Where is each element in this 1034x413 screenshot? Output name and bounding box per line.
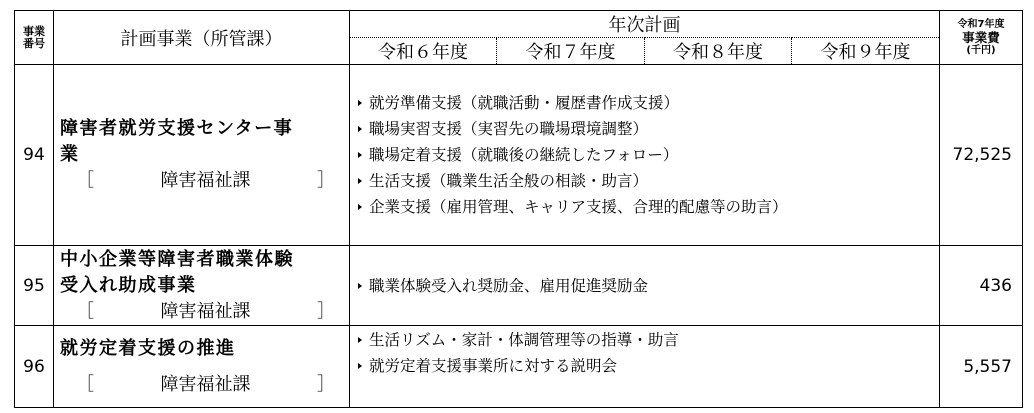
bracket-close: ］ xyxy=(317,300,335,322)
department-name: 障害福祉課 xyxy=(160,373,251,395)
header-annual-plan: 年次計画 xyxy=(350,11,940,38)
bracket-open: ［ xyxy=(76,170,94,191)
project-name-line: 障害者就労支援センター事 xyxy=(60,118,294,139)
header-project-number xyxy=(15,11,54,65)
bullet-icon xyxy=(358,178,362,184)
bullet-icon xyxy=(358,126,362,132)
bracket-open: ［ xyxy=(76,373,94,395)
header-year-r9: 令和９年度 xyxy=(792,38,940,65)
header-project-name: 計画事業（所管課） xyxy=(54,11,350,65)
project-name-cell xyxy=(54,65,350,246)
project-plan-table xyxy=(14,10,1023,408)
project-cost: 436 xyxy=(940,246,1023,326)
plan-item xyxy=(358,116,939,142)
department xyxy=(60,372,349,398)
bullet-icon xyxy=(358,152,362,158)
project-name-line: 業 xyxy=(60,144,80,165)
department-name: 障害福祉課 xyxy=(160,300,251,322)
bracket-close: ］ xyxy=(317,373,335,395)
project-name-cell xyxy=(54,246,350,326)
table-row xyxy=(15,65,1023,246)
annual-plan-cell xyxy=(350,326,940,408)
department-name: 障害福祉課 xyxy=(160,170,251,191)
annual-plan-cell xyxy=(350,65,940,246)
project-cost: 5,557 xyxy=(963,356,1012,377)
department xyxy=(60,299,349,325)
project-number: 96 xyxy=(15,326,54,408)
plan-item xyxy=(358,353,939,379)
plan-item xyxy=(358,194,939,220)
department xyxy=(60,168,349,194)
plan-item-text: 企業支援（雇用管理、キャリア支援、合理的配慮等の助言） xyxy=(369,198,788,216)
plan-item-text: 就労準備支援（就職活動・履歴書作成支援） xyxy=(369,94,680,112)
plan-item-text: 職業体験受入れ奨励金、雇用促進奨励金 xyxy=(369,276,649,295)
bullet-icon xyxy=(358,283,362,289)
header-project-cost xyxy=(940,11,1023,65)
header-cost-label-3: (千円) xyxy=(966,45,996,56)
annual-plan-cell xyxy=(350,246,940,326)
plan-item xyxy=(358,273,939,299)
bullet-icon xyxy=(358,204,362,210)
project-name-line: 中小企業等障害者職業体験 xyxy=(60,248,294,270)
header-cost-label-2: 事業費 xyxy=(962,30,1000,45)
header-year-r7: 令和７年度 xyxy=(497,38,645,65)
bracket-open: ［ xyxy=(76,300,94,322)
project-name-cell xyxy=(54,326,350,408)
project-number: 95 xyxy=(15,246,54,326)
plan-item xyxy=(358,168,939,194)
project-number: 94 xyxy=(15,65,54,246)
table-row xyxy=(15,326,1023,408)
project-cost: 72,525 xyxy=(940,65,1023,246)
header-year-r8: 令和８年度 xyxy=(645,38,792,65)
header-cost-label-1: 令和7年度 xyxy=(957,19,1005,30)
header-number-label-2: 番号 xyxy=(23,36,45,50)
plan-item-text: 就労定着支援事業所に対する説明会 xyxy=(369,357,618,375)
plan-item-text: 職場実習支援（実習先の職場環境調整） xyxy=(369,120,649,138)
bullet-icon xyxy=(358,337,362,343)
plan-item-text: 生活リズム・家計・体調管理等の指導・助言 xyxy=(369,331,679,349)
plan-item xyxy=(358,327,939,353)
bracket-close: ］ xyxy=(317,170,335,191)
project-name-line: 就労定着支援の推進 xyxy=(60,337,236,359)
header-year-r6: 令和６年度 xyxy=(350,38,497,65)
bullet-icon xyxy=(358,100,362,106)
project-name-line: 受入れ助成事業 xyxy=(60,274,197,296)
table-row xyxy=(15,246,1023,326)
plan-item-text: 生活支援（職業生活全般の相談・助言） xyxy=(369,172,649,190)
header-number-label-1: 事業 xyxy=(23,24,45,38)
plan-item xyxy=(358,142,939,168)
plan-item xyxy=(358,90,939,116)
plan-item-text: 職場定着支援（就職後の継続したフォロー） xyxy=(369,146,679,164)
bullet-icon xyxy=(358,363,362,369)
